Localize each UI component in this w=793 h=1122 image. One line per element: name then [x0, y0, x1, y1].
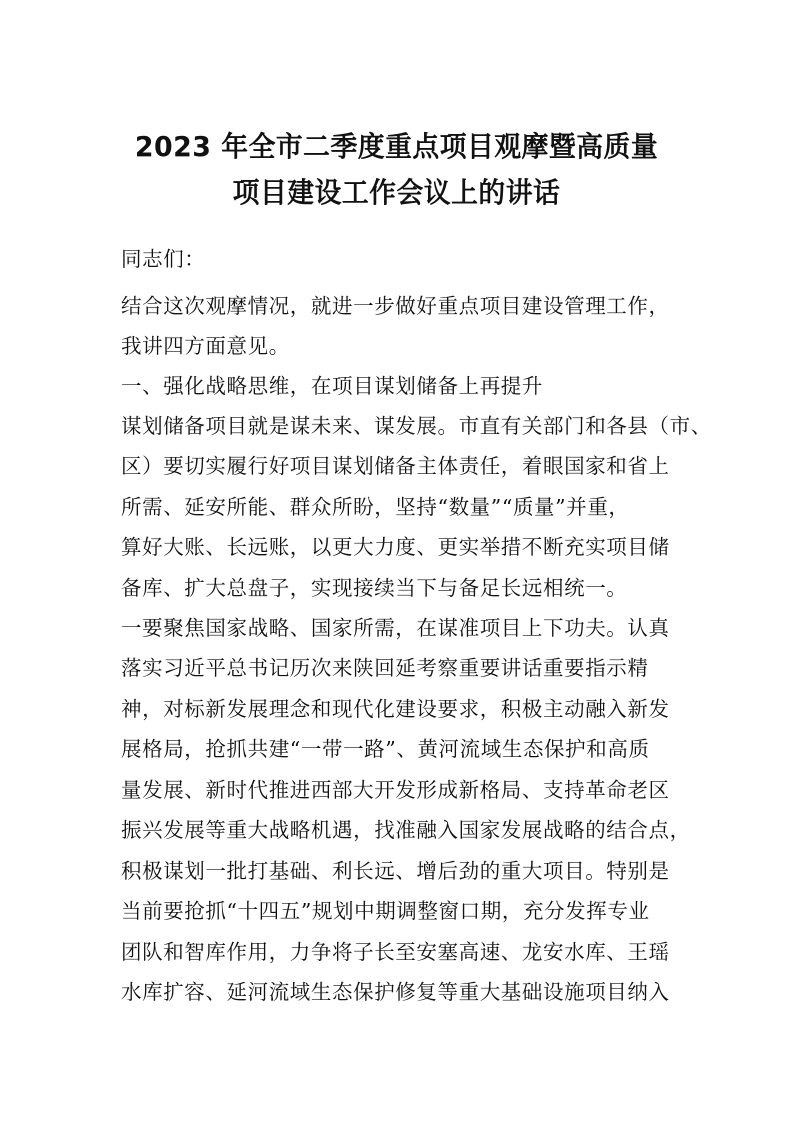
body-line: 一要聚焦国家战略、国家所需，在谋准项目上下功夫。认真 — [121, 616, 670, 640]
body-line: 备库、扩大总盘子，实现接续当下与备足长远相统一。 — [121, 576, 628, 600]
body-line: 团队和智库作用，力争将子长至安塞高速、龙安水库、王瑶 — [121, 940, 670, 964]
body-line: 算好大账、长远账，以更大力度、更实举措不断充实项目储 — [121, 535, 670, 559]
body-line: 展格局，抢抓共建“一带一路”、黄河流域生态保护和高质 — [121, 737, 650, 761]
body-line: 所需、延安所能、群众所盼，坚持“数量”“质量”并重， — [121, 495, 630, 519]
body-line: 结合这次观摩情况，就进一步做好重点项目建设管理工作， — [121, 294, 670, 318]
document-title-line-1: 2023 年全市二季度重点项目观摩暨高质量 — [134, 130, 659, 163]
body-line: 神，对标新发展理念和现代化建设要求，积极主动融入新发 — [121, 697, 670, 721]
body-line: 振兴发展等重大战略机遇，找准融入国家发展战略的结合点， — [121, 818, 691, 842]
body-line: 谋划储备项目就是谋未来、谋发展。市直有关部门和各县（市、 — [121, 414, 712, 438]
body-line: 水库扩容、延河流域生态保护修复等重大基础设施项目纳入 — [121, 980, 670, 1004]
body-line: 积极谋划一批打基础、利长远、增后劲的重大项目。特别是 — [121, 859, 670, 883]
body-line: 当前要抢抓“十四五”规划中期调整窗口期，充分发挥专业 — [121, 899, 650, 923]
body-line: 落实习近平总书记历次来陕回延考察重要讲话重要指示精 — [121, 656, 649, 680]
document-title-line-2: 项目建设工作会议上的讲话 — [232, 176, 561, 209]
body-line: 区）要切实履行好项目谋划储备主体责任，着眼国家和省上 — [121, 454, 670, 478]
salutation: 同志们： — [121, 247, 206, 271]
body-line: 量发展、新时代推进西部大开发形成新格局、支持革命老区 — [121, 778, 670, 802]
section-heading: 一、强化战略思维，在项目谋划储备上再提升 — [121, 374, 543, 398]
body-line: 我讲四方面意见。 — [121, 334, 290, 358]
